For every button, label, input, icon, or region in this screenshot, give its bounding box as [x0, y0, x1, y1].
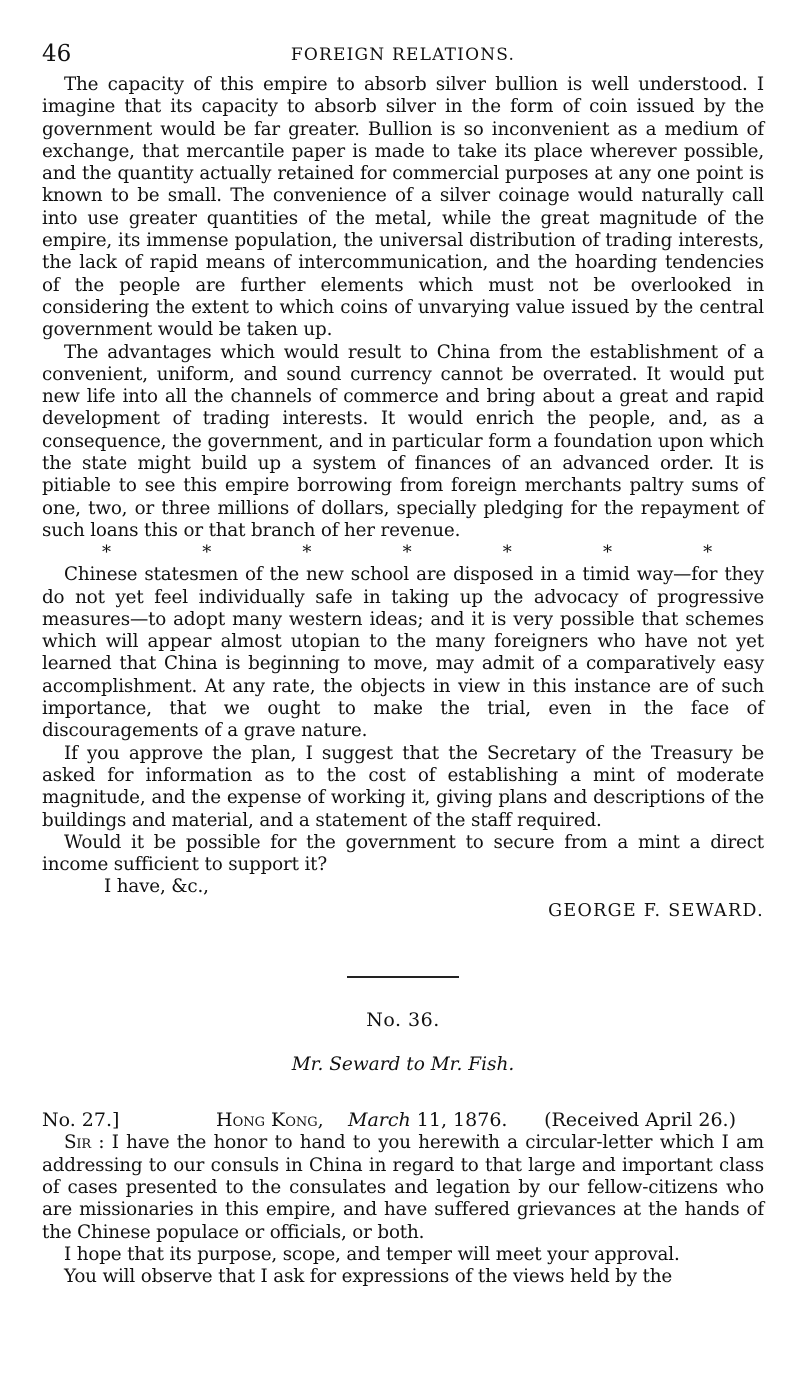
- dispatch-place: Hong Kong,: [216, 1109, 324, 1132]
- signature: GEORGE F. SEWARD.: [548, 901, 764, 922]
- asterisk: *: [202, 542, 212, 564]
- dispatch-line: [42, 1108, 764, 1132]
- running-head: [42, 40, 764, 74]
- received-date: (Received April 26.): [544, 1109, 736, 1132]
- paragraph: You will observe that I ask for expressions of the views held by the: [64, 1266, 673, 1288]
- omission-marks: [42, 542, 764, 564]
- paragraph: I hope that its purpose, scope, and temper will meet your approval.: [64, 1243, 680, 1265]
- paragraph: If you approve the plan, I suggest that the Secretary of the Treasury be asked for information as to the cost of establishing a mint of moderate magnitude, and the expense of working it, giving plans and descriptions of the buildings and material, and a statement of the staff required.: [42, 742, 764, 831]
- section-divider: [347, 976, 459, 978]
- salutation: Sir :: [64, 1132, 105, 1154]
- asterisk: *: [402, 542, 412, 564]
- document-page: [42, 40, 764, 1288]
- asterisk: *: [703, 542, 712, 564]
- paragraph: Chinese statesmen of the new school are disposed in a timid way—for they do not yet feel individually safe in taking up the advocacy of progressive measures—to adopt many western ideas; and it is very possible that schemes which will appear almost utopian to the many foreigners who have not yet learned that China is beginning to move, may admit of a comparatively easy accomplishment. At any rate, the objects in view in this instance are of such importance, that we ought to make the trial, even in the face of discouragements of a grave nature.: [42, 564, 764, 742]
- letter-body: [42, 1132, 764, 1288]
- asterisk: *: [102, 542, 111, 564]
- document-number: No. 36.: [366, 1009, 440, 1032]
- paragraph: The advantages which would result to China from the establishment of a convenient, uniform, and sound currency cannot be overrated. It would put new life into all the channels of commerce and bring about a great and rapid development of trading interests. It would enrich the people, and, as a consequence, the government, and in particular form a foundation upon which the state might build up a system of finances of an advanced order. It is pitiable to see this empire borrowing from foreign merchants paltry sums of one, two, or three millions of dollars, specially pledging for the repayment of such loans this or that branch of her revenue.: [42, 341, 764, 541]
- dispatch-reference: No. 27.]: [42, 1109, 120, 1132]
- letter-continued: [42, 74, 764, 924]
- paragraph-text: I have the honor to hand to you herewith a circular-letter which I am addressing to our consuls in China in regard to that large and important class of cases presented to the consulates and legation by our fellow-citizens who are missionaries in this empire, and have suffered grievances at the hands of the Chinese populace or officials, or both.: [42, 1132, 764, 1243]
- closing: I have, &c.,: [104, 876, 209, 898]
- running-title: FOREIGN RELATIONS.: [290, 45, 516, 65]
- asterisk: *: [302, 542, 312, 564]
- paragraph: The capacity of this empire to absorb silver bullion is well understood. I imagine that its capacity to absorb silver in the form of coin issued by the government would be far greater. Bullion is so inconvenient as a medium of exchange, that mercantile paper is made to take its place wherever possible, and the quantity actually retained for commercial purposes at any one point is known to be small. The convenience of a silver coinage would naturally call into use greater quantities of the metal, while the great magnitude of the empire, its immense population, the universal distribution of trading interests, the lack of rapid means of intercommunication, and the hoarding tendencies of the people are further elements which must not be overlooked in considering the extent to which coins of unvarying value issued by the central government would be taken up.: [42, 74, 764, 341]
- document-heading: Mr. Seward to Mr. Fish.: [291, 1054, 515, 1076]
- dispatch-day-year: 11, 1876.: [416, 1109, 508, 1132]
- paragraph: Would it be possible for the government to secure from a mint a direct income sufficient to support it?: [42, 831, 764, 876]
- page-number: 46: [42, 41, 72, 67]
- paragraph: [42, 1132, 764, 1243]
- asterisk: *: [602, 542, 612, 564]
- dispatch-month: March: [348, 1109, 411, 1132]
- asterisk: *: [502, 542, 512, 564]
- dispatch-date: [348, 1108, 507, 1132]
